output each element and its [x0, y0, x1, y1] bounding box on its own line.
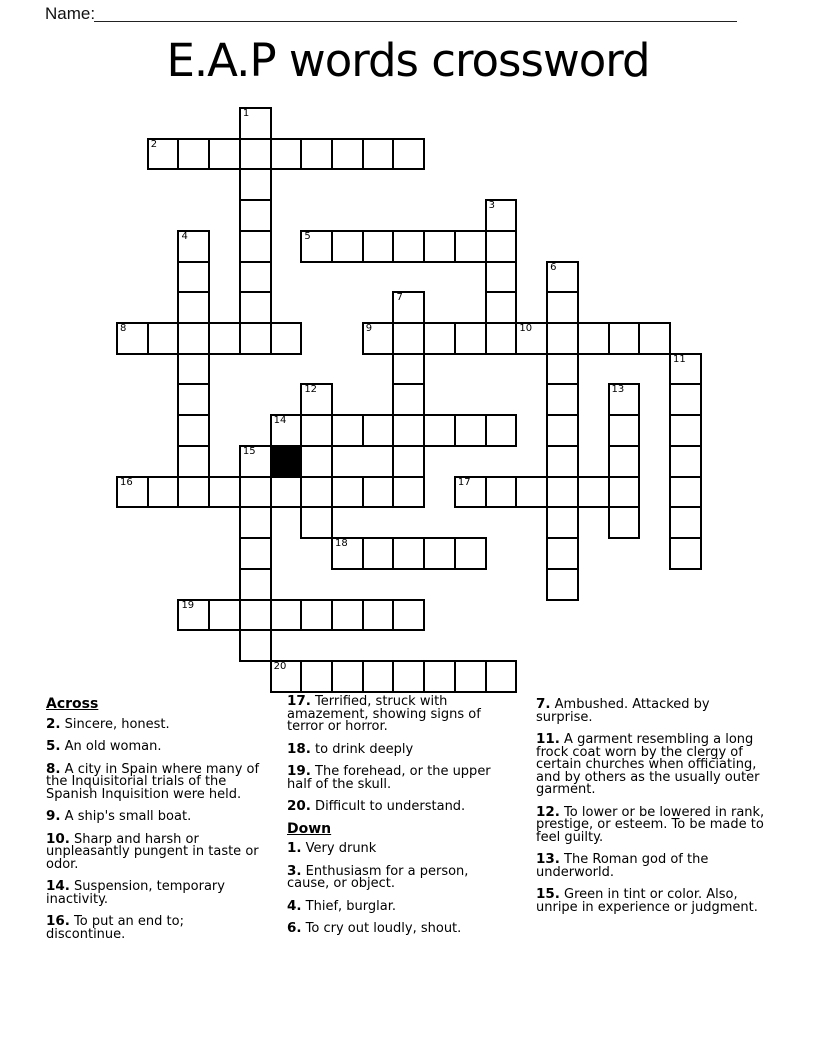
grid-cell[interactable] — [300, 230, 333, 263]
grid-cell[interactable] — [177, 322, 210, 355]
grid-cell[interactable] — [331, 660, 364, 693]
grid-cell[interactable] — [577, 322, 610, 355]
clue-12: 12. To lower or be lowered in rank, prestige, or esteem. To be made to feel guilty. — [536, 803, 765, 845]
clue-number: 7. — [536, 696, 551, 712]
grid-cell[interactable] — [392, 445, 425, 478]
clue-20: 20. Difficult to understand. — [287, 798, 466, 814]
clue-number: 20. — [287, 798, 311, 814]
grid-cell[interactable] — [515, 476, 548, 509]
grid-cell[interactable] — [392, 660, 425, 693]
grid-cell[interactable] — [423, 537, 456, 570]
grid-cell[interactable] — [454, 537, 487, 570]
grid-cell[interactable] — [331, 414, 364, 447]
grid-cell[interactable] — [331, 476, 364, 509]
grid-cell[interactable] — [331, 138, 364, 171]
grid-cell[interactable] — [392, 291, 425, 324]
grid-cell[interactable] — [239, 445, 272, 478]
clue-1: 1. Very drunk — [287, 840, 377, 856]
cell-number: 9 — [365, 323, 373, 335]
clue-number: 15. — [536, 886, 560, 902]
clue-6: 6. To cry out loudly, shout. — [287, 920, 462, 936]
grid-cell[interactable] — [208, 476, 241, 509]
grid-cell[interactable] — [546, 353, 579, 386]
clue-number: 18. — [287, 740, 311, 757]
grid-cell[interactable] — [546, 261, 579, 294]
grid-cell[interactable] — [485, 199, 518, 232]
clue-10: 10. Sharp and harsh or unpleasantly pungent in taste or odor. — [46, 830, 259, 872]
grid-cell[interactable] — [331, 230, 364, 263]
clue-number: 11. — [536, 731, 560, 747]
grid-cell[interactable] — [485, 322, 518, 355]
clue-3: 3. Enthusiasm for a person, cause, or object. — [287, 862, 469, 891]
grid-cell[interactable] — [392, 599, 425, 632]
grid-cell[interactable] — [485, 291, 518, 324]
grid-cell[interactable] — [239, 168, 272, 201]
grid-cell[interactable] — [177, 138, 210, 171]
clue-column-3 — [536, 698, 770, 923]
grid-cell[interactable] — [454, 230, 487, 263]
grid-cell[interactable] — [485, 660, 518, 693]
grid-cell[interactable] — [239, 629, 272, 662]
grid-cell[interactable] — [300, 660, 333, 693]
cell-number: 1 — [242, 108, 250, 119]
grid-cell[interactable] — [485, 230, 518, 263]
grid-cell[interactable] — [300, 414, 333, 447]
cell-number: 15 — [242, 445, 256, 457]
grid-cell[interactable] — [669, 476, 702, 509]
grid-cell[interactable] — [239, 261, 272, 294]
cell-number: 13 — [611, 384, 625, 396]
clue-number: 17. — [287, 693, 311, 709]
grid-cell[interactable] — [239, 138, 272, 171]
grid-cell[interactable] — [454, 660, 487, 693]
grid-cell[interactable] — [669, 506, 702, 539]
grid-cell[interactable] — [331, 599, 364, 632]
grid-cell[interactable] — [270, 414, 303, 447]
grid-cell[interactable] — [270, 660, 303, 693]
across-header: Across — [46, 696, 99, 712]
clue-number: 4. — [287, 897, 302, 914]
grid-cell[interactable] — [485, 414, 518, 447]
grid-cell[interactable] — [485, 476, 518, 509]
name-input-line[interactable] — [94, 21, 737, 22]
grid-cell[interactable] — [392, 353, 425, 386]
clue-14: 14. Suspension, temporary inactivity. — [46, 878, 225, 907]
cell-number: 10 — [519, 323, 533, 335]
grid-cell[interactable] — [669, 414, 702, 447]
grid-cell[interactable] — [270, 599, 303, 632]
grid-cell[interactable] — [362, 660, 395, 693]
grid-cell[interactable] — [208, 322, 241, 355]
clue-column-1 — [46, 698, 260, 950]
grid-cell[interactable] — [454, 414, 487, 447]
clue-number: 1. — [287, 840, 302, 856]
grid-cell[interactable] — [177, 230, 210, 263]
down-header: Down — [287, 820, 332, 837]
grid-cell[interactable] — [546, 383, 579, 416]
grid-cell[interactable] — [546, 568, 579, 601]
clue-11: 11. A garment resembling a long frock coat worn by the clergy of certain churches when officiating, and by others as the usually outer garment. — [536, 731, 760, 797]
grid-cell[interactable] — [608, 476, 641, 509]
grid-cell[interactable] — [147, 138, 180, 171]
grid-cell[interactable] — [208, 138, 241, 171]
grid-cell[interactable] — [454, 322, 487, 355]
cell-number: 18 — [335, 538, 348, 550]
grid-cell[interactable] — [423, 414, 456, 447]
clue-16: 16. To put an end to; discontinue. — [46, 913, 184, 942]
grid-cell[interactable] — [392, 138, 425, 171]
cell-number: 16 — [120, 476, 133, 488]
grid-cell[interactable] — [515, 322, 548, 355]
cell-number: 14 — [273, 415, 287, 427]
grid-cell[interactable] — [392, 230, 425, 263]
clue-number: 14. — [46, 878, 70, 894]
cell-number: 5 — [304, 230, 311, 242]
grid-cell[interactable] — [300, 506, 333, 539]
clue-number: 6. — [287, 920, 302, 936]
grid-cell[interactable] — [546, 445, 579, 478]
grid-cell[interactable] — [392, 476, 425, 509]
grid-cell[interactable] — [177, 476, 210, 509]
grid-cell[interactable] — [362, 599, 395, 632]
cell-number: 6 — [550, 261, 557, 273]
grid-cell[interactable] — [239, 537, 272, 570]
grid-cell[interactable] — [423, 322, 456, 355]
grid-cell-black — [270, 445, 303, 478]
cell-number: 4 — [181, 230, 188, 242]
clue-9: 9. A ship's small boat. — [46, 808, 192, 824]
grid-cell[interactable] — [546, 414, 579, 447]
grid-cell[interactable] — [177, 353, 210, 386]
grid-cell[interactable] — [239, 476, 272, 509]
grid-cell[interactable] — [300, 476, 333, 509]
cell-number: 8 — [120, 323, 127, 335]
grid-cell[interactable] — [177, 445, 210, 478]
grid-cell[interactable] — [270, 476, 303, 509]
clue-17: 17. Terrified, struck with amazement, showing signs of terror or horror. — [287, 693, 481, 734]
grid-cell[interactable] — [362, 537, 395, 570]
cell-number: 12 — [304, 384, 318, 396]
clue-number: 8. — [46, 760, 61, 777]
clue-2: 2. Sincere, honest. — [46, 715, 170, 732]
name-label: Name: — [45, 4, 96, 23]
grid-cell[interactable] — [239, 230, 272, 263]
grid-cell[interactable] — [392, 414, 425, 447]
cell-number: 7 — [396, 292, 403, 304]
grid-cell[interactable] — [669, 445, 702, 478]
clue-19: 19. The forehead, or the upper half of the skull. — [287, 763, 491, 792]
grid-cell[interactable] — [239, 506, 272, 539]
clue-13: 13. The Roman god of the underworld. — [536, 851, 709, 880]
grid-cell[interactable] — [270, 138, 303, 171]
clue-number: 2. — [46, 715, 61, 732]
grid-cell[interactable] — [116, 476, 149, 509]
grid-cell[interactable] — [392, 322, 425, 355]
grid-cell[interactable] — [270, 322, 303, 355]
grid-cell[interactable] — [239, 107, 272, 140]
grid-cell[interactable] — [546, 506, 579, 539]
grid-cell[interactable] — [669, 383, 702, 416]
cell-number: 19 — [181, 599, 195, 611]
grid-cell[interactable] — [392, 537, 425, 570]
grid-cell[interactable] — [177, 383, 210, 416]
grid-cell[interactable] — [300, 383, 333, 416]
grid-cell[interactable] — [485, 261, 518, 294]
grid-cell[interactable] — [177, 414, 210, 447]
grid-cell[interactable] — [608, 445, 641, 478]
clue-number: 10. — [46, 830, 70, 847]
grid-cell[interactable] — [454, 476, 487, 509]
cell-number: 17 — [457, 476, 471, 488]
clue-5: 5. An old woman. — [46, 738, 162, 754]
grid-cell[interactable] — [608, 383, 641, 416]
grid-cell[interactable] — [239, 599, 272, 632]
grid-cell[interactable] — [608, 322, 641, 355]
grid-cell[interactable] — [669, 537, 702, 570]
grid-cell[interactable] — [147, 476, 180, 509]
grid-cell[interactable] — [669, 353, 702, 386]
grid-cell[interactable] — [362, 322, 395, 355]
cell-number: 2 — [150, 138, 158, 150]
grid-cell[interactable] — [208, 599, 241, 632]
grid-cell[interactable] — [300, 445, 333, 478]
page-title: E.A.P words crossword — [166, 34, 650, 87]
clue-number: 3. — [287, 862, 302, 879]
clue-number: 5. — [46, 738, 61, 754]
clue-number: 13. — [536, 851, 560, 867]
clue-number: 19. — [287, 763, 311, 779]
grid-cell[interactable] — [608, 506, 641, 539]
clue-15: 15. Green in tint or color. Also, unripe in experience or judgment. — [536, 886, 758, 915]
grid-cell[interactable] — [147, 322, 180, 355]
clue-18: 18. to drink deeply — [287, 740, 414, 757]
grid-cell[interactable] — [577, 476, 610, 509]
grid-cell[interactable] — [177, 261, 210, 294]
grid-cell[interactable] — [300, 599, 333, 632]
clue-number: 12. — [536, 803, 560, 820]
grid-cell[interactable] — [239, 322, 272, 355]
grid-cell[interactable] — [638, 322, 671, 355]
clue-4: 4. Thief, burglar. — [287, 897, 397, 914]
clue-column-2 — [287, 695, 507, 945]
grid-cell[interactable] — [177, 291, 210, 324]
grid-cell[interactable] — [546, 476, 579, 509]
grid-cell[interactable] — [546, 537, 579, 570]
grid-cell[interactable] — [239, 291, 272, 324]
grid-cell[interactable] — [546, 322, 579, 355]
cell-number: 20 — [273, 660, 287, 672]
clue-7: 7. Ambushed. Attacked by surprise. — [536, 696, 710, 725]
clue-number: 16. — [46, 913, 70, 929]
grid-cell[interactable] — [362, 414, 395, 447]
grid-cell[interactable] — [300, 138, 333, 171]
grid-cell[interactable] — [392, 383, 425, 416]
cell-number: 11 — [672, 353, 686, 365]
grid-cell[interactable] — [239, 568, 272, 601]
clue-number: 9. — [46, 808, 61, 824]
cell-number: 3 — [488, 200, 495, 212]
grid-cell[interactable] — [331, 537, 364, 570]
grid-cell[interactable] — [362, 138, 395, 171]
grid-cell[interactable] — [362, 476, 395, 509]
grid-cell[interactable] — [362, 230, 395, 263]
grid-cell[interactable] — [423, 660, 456, 693]
grid-cell[interactable] — [423, 230, 456, 263]
grid-cell[interactable] — [177, 599, 210, 632]
grid-cell[interactable] — [546, 291, 579, 324]
grid-cell[interactable] — [608, 414, 641, 447]
grid-cell[interactable] — [239, 199, 272, 232]
clue-8: 8. A city in Spain where many of the Inquisitorial trials of the Spanish Inquisition were held. — [46, 760, 260, 802]
grid-cell[interactable] — [116, 322, 149, 355]
